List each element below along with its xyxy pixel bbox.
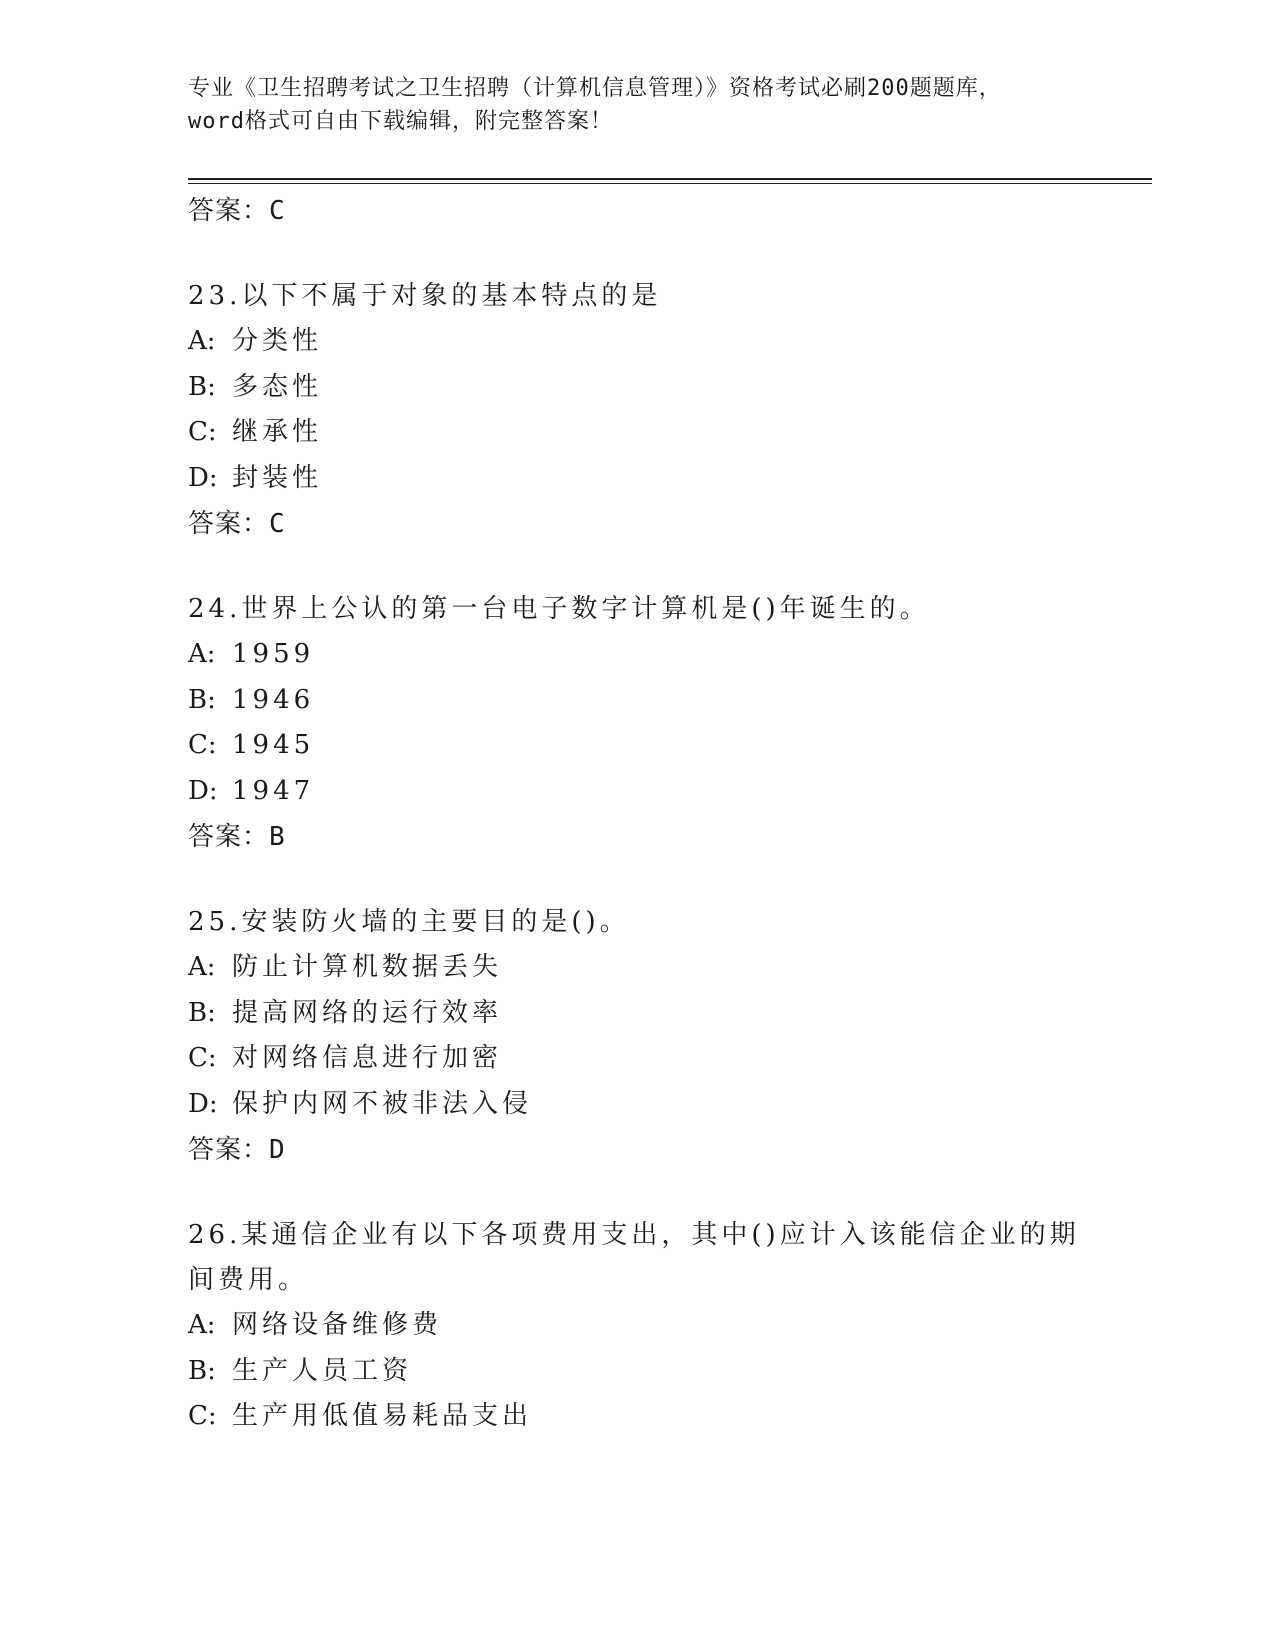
option-d bbox=[188, 769, 1088, 815]
option-c bbox=[188, 1394, 1088, 1440]
question-stem: 23.以下不属于对象的基本特点的是 bbox=[188, 281, 662, 311]
option-letter: C: bbox=[188, 730, 217, 760]
option-letter: A: bbox=[188, 326, 216, 356]
option-letter: B: bbox=[188, 371, 216, 402]
header-divider-thick bbox=[188, 178, 1152, 180]
option-letter: A: bbox=[188, 952, 216, 982]
option-letter: A: bbox=[188, 1310, 216, 1340]
option-letter: D: bbox=[188, 1088, 218, 1119]
option-text: 网络设备维修费 bbox=[232, 1310, 443, 1340]
option-c bbox=[188, 410, 1088, 456]
answer-line: 答案：C bbox=[188, 196, 286, 226]
option-text: 生产人员工资 bbox=[232, 1355, 413, 1386]
option-text: 生产用低值易耗品支出 bbox=[232, 1401, 533, 1431]
option-text: 1947 bbox=[232, 775, 315, 806]
question-block bbox=[188, 587, 1088, 860]
option-c bbox=[188, 1036, 1088, 1082]
option-text: 1959 bbox=[232, 639, 315, 669]
option-letter: B: bbox=[188, 684, 216, 715]
option-text: 提高网络的运行效率 bbox=[232, 997, 503, 1028]
question-block bbox=[188, 274, 1088, 547]
option-text: 继承性 bbox=[232, 417, 323, 447]
option-letter: D: bbox=[188, 775, 218, 806]
option-d bbox=[188, 1082, 1088, 1128]
option-text: 分类性 bbox=[232, 326, 323, 356]
option-a bbox=[188, 319, 1088, 365]
option-c bbox=[188, 723, 1088, 769]
option-letter: B: bbox=[188, 997, 216, 1028]
header-divider-thin bbox=[188, 183, 1152, 184]
option-text: 防止计算机数据丢失 bbox=[232, 952, 503, 982]
option-text: 封装性 bbox=[232, 462, 323, 493]
question-stem: 25.安装防火墙的主要目的是()。 bbox=[188, 907, 630, 937]
option-b bbox=[188, 991, 1088, 1037]
document-header bbox=[188, 72, 1088, 138]
option-letter: C: bbox=[188, 1401, 217, 1431]
question-stem: 26.某通信企业有以下各项费用支出，其中()应计入该能信企业的期间费用。 bbox=[188, 1220, 1080, 1295]
option-b bbox=[188, 365, 1088, 411]
option-letter: C: bbox=[188, 1043, 217, 1073]
option-letter: D: bbox=[188, 462, 218, 493]
question-block bbox=[188, 900, 1088, 1173]
option-letter: A: bbox=[188, 639, 216, 669]
option-a bbox=[188, 632, 1088, 678]
option-text: 对网络信息进行加密 bbox=[232, 1043, 503, 1073]
header-line-1: 专业《卫生招聘考试之卫生招聘（计算机信息管理）》资格考试必刷200题题库， bbox=[188, 76, 1002, 101]
header-line-2: word格式可自由下载编辑，附完整答案！ bbox=[188, 109, 613, 134]
question-block bbox=[188, 1213, 1088, 1440]
question-stem: 24.世界上公认的第一台电子数字计算机是()年诞生的。 bbox=[188, 594, 930, 624]
option-a bbox=[188, 1303, 1088, 1349]
option-d bbox=[188, 456, 1088, 502]
option-b bbox=[188, 678, 1088, 724]
answer-line: 答案：C bbox=[188, 509, 286, 539]
option-text: 多态性 bbox=[232, 371, 323, 402]
question-list bbox=[188, 188, 1088, 1440]
answer-line: 答案：D bbox=[188, 1135, 286, 1165]
option-text: 1946 bbox=[232, 684, 315, 715]
option-letter: B: bbox=[188, 1355, 216, 1386]
option-a bbox=[188, 945, 1088, 991]
answer-line: 答案：B bbox=[188, 822, 286, 852]
option-text: 1945 bbox=[232, 730, 315, 760]
option-text: 保护内网不被非法入侵 bbox=[232, 1088, 533, 1119]
option-letter: C: bbox=[188, 417, 217, 447]
option-b bbox=[188, 1349, 1088, 1395]
